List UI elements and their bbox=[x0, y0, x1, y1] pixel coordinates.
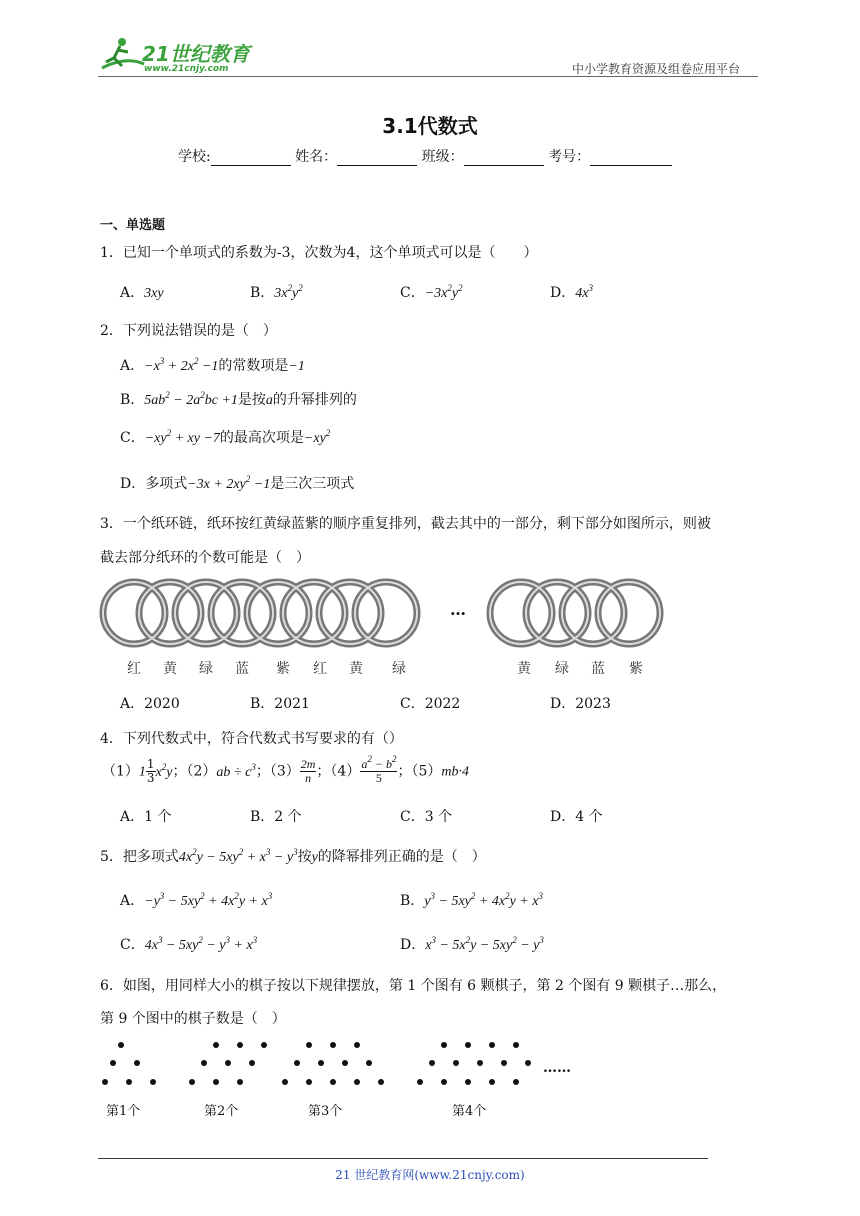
q5-stem: 5．把多项式$4x^2y - 5xy^2 + x^3 - y^3$按y的降幂排列正确的是（ ） bbox=[100, 847, 486, 865]
piece-dot bbox=[513, 1042, 519, 1048]
logo-url: www.21cnjy.com bbox=[144, 64, 229, 74]
q5-option-c: C．$4x^3 - 5xy^2 - y^3 + x^3$ bbox=[120, 935, 258, 953]
piece-dot bbox=[489, 1042, 495, 1048]
q6-stem-line1: 6．如图，用同样大小的棋子按以下规律摆放，第 1 个图有 6 颗棋子，第 2 个图有 9 颗棋子…那么， bbox=[100, 978, 727, 994]
q2-option-a: A．$-x^3 + 2x^2 -1$的常数项是−1 bbox=[120, 356, 305, 374]
q3-option-d: D．2023 bbox=[550, 696, 611, 712]
q2-stem: 2．下列说法错误的是（ ） bbox=[100, 323, 277, 339]
piece-dot bbox=[354, 1079, 360, 1085]
piece-dot bbox=[330, 1042, 336, 1048]
q5-option-a: A．$-y^3 - 5xy^2 + 4x^2y + x^3$ bbox=[120, 891, 273, 909]
q3-stem-line2: 截去部分纸环的个数可能是（ ） bbox=[100, 550, 310, 566]
q4-option-a: A．1 个 bbox=[120, 809, 172, 825]
piece-dot bbox=[354, 1042, 360, 1048]
piece-dot bbox=[342, 1060, 348, 1066]
figure-label-3: 第3个 bbox=[308, 1104, 343, 1119]
figure-label-2: 第2个 bbox=[204, 1104, 239, 1119]
class-label: 班级： bbox=[421, 149, 464, 165]
q1-option-c: C．$-3x^2y^2$ bbox=[400, 283, 463, 301]
piece-dot bbox=[261, 1042, 267, 1048]
ring-label: 绿 bbox=[392, 661, 406, 677]
piece-dot bbox=[417, 1079, 423, 1085]
piece-dot bbox=[134, 1060, 140, 1066]
section-heading: 一、单选题 bbox=[100, 218, 166, 233]
piece-dot bbox=[441, 1079, 447, 1085]
piece-dot bbox=[306, 1042, 312, 1048]
piece-dot bbox=[126, 1079, 132, 1085]
piece-dot bbox=[378, 1079, 384, 1085]
ring-label: 紫 bbox=[629, 661, 643, 677]
piece-dot bbox=[453, 1060, 459, 1066]
ring-label: 紫 bbox=[276, 661, 290, 677]
piece-dot bbox=[150, 1079, 156, 1085]
q1-option-a: A．3xy bbox=[120, 285, 164, 301]
name-label: 姓名： bbox=[295, 149, 338, 165]
q3-stem-line1: 3．一个纸环链，纸环按红黄绿蓝紫的顺序重复排列，截去其中的一部分，剩下部分如图所示，则被 bbox=[100, 516, 711, 532]
footer-divider bbox=[98, 1158, 708, 1159]
ring-label: 绿 bbox=[199, 661, 213, 677]
piece-dot bbox=[441, 1042, 447, 1048]
q4-items: （1）1 $\frac{1}{3}$ $x^2y$；$(2)ab \div c^3$；（3） $\frac{2m}{n}$ ；（4） $\frac{a^2 - b^2}{5}$ ；（5）mb·4 bbox=[102, 754, 469, 786]
ring-label: 黄 bbox=[349, 661, 363, 677]
q3-option-a: A．2020 bbox=[120, 696, 180, 712]
school-label: 学校: bbox=[178, 149, 211, 165]
piece-dot bbox=[201, 1060, 207, 1066]
figure-label-1: 第1个 bbox=[106, 1104, 141, 1119]
exam-no-label: 考号： bbox=[548, 149, 591, 165]
piece-dot bbox=[282, 1079, 288, 1085]
piece-dot bbox=[465, 1079, 471, 1085]
q4-option-d: D．4 个 bbox=[550, 809, 603, 825]
q4-option-c: C．3 个 bbox=[400, 809, 453, 825]
q1-option-d: D．$4x^3$ bbox=[550, 283, 593, 301]
logo-text: 21世纪教育 bbox=[142, 42, 250, 66]
piece-dot bbox=[525, 1060, 531, 1066]
ring-label: 黄 bbox=[163, 661, 177, 677]
piece-dot bbox=[110, 1060, 116, 1066]
piece-dot bbox=[189, 1079, 195, 1085]
piece-dot bbox=[118, 1042, 124, 1048]
piece-dot bbox=[294, 1060, 300, 1066]
doc-title: 3.1代数式 bbox=[382, 114, 478, 138]
piece-dot bbox=[213, 1079, 219, 1085]
q4-option-b: B．2 个 bbox=[250, 809, 302, 825]
q3-option-b: B．2021 bbox=[250, 696, 310, 712]
piece-dot bbox=[225, 1060, 231, 1066]
piece-dot bbox=[330, 1079, 336, 1085]
ring-label: 绿 bbox=[555, 661, 569, 677]
q2-option-b: B．$5ab^2 - 2a^2bc +1$是按a的升幂排列的 bbox=[120, 390, 357, 408]
q2-option-d: D．多项式$-3x + 2xy^2 -1$是三次三项式 bbox=[120, 474, 355, 492]
piece-dot bbox=[513, 1079, 519, 1085]
platform-name: 中小学教育资源及组卷应用平台 bbox=[572, 62, 741, 76]
q6-stem-line2: 第 9 个图中的棋子数是（ ） bbox=[100, 1011, 286, 1027]
footer-link[interactable]: 21 世纪教育网(www.21cnjy.com) bbox=[335, 1168, 525, 1182]
piece-dot bbox=[237, 1042, 243, 1048]
piece-dot bbox=[489, 1079, 495, 1085]
ring-label: 蓝 bbox=[591, 661, 605, 677]
q5-option-d: D．$x^3 - 5x^2y - 5xy^2 - y^3$ bbox=[400, 935, 544, 953]
q1-stem: 1．已知一个单项式的系数为-3，次数为4，这个单项式可以是（ ） bbox=[100, 245, 538, 261]
ring-label: 黄 bbox=[517, 661, 531, 677]
piece-dot bbox=[102, 1079, 108, 1085]
piece-dot bbox=[477, 1060, 483, 1066]
q4-stem: 4．下列代数式中，符合代数式书写要求的有（） bbox=[100, 731, 403, 747]
q5-option-b: B．$y^3 - 5xy^2 + 4x^2y + x^3$ bbox=[400, 891, 543, 909]
piece-dot bbox=[465, 1042, 471, 1048]
ring-label: 红 bbox=[127, 661, 141, 677]
ring-label: 蓝 bbox=[235, 661, 249, 677]
q2-option-c: C．$-xy^2$ + xy −7的最高次项是$-xy^2$ bbox=[120, 428, 331, 446]
dot-ellipsis: …… bbox=[543, 1060, 571, 1076]
piece-dot bbox=[429, 1060, 435, 1066]
piece-dot bbox=[213, 1042, 219, 1048]
figure-label-4: 第4个 bbox=[452, 1104, 487, 1119]
piece-dot bbox=[501, 1060, 507, 1066]
ring-label: 红 bbox=[313, 661, 327, 677]
piece-dot bbox=[249, 1060, 255, 1066]
ring-ellipsis: … bbox=[450, 600, 466, 619]
piece-dot bbox=[237, 1079, 243, 1085]
q3-option-c: C．2022 bbox=[400, 696, 461, 712]
piece-dot bbox=[318, 1060, 324, 1066]
q1-option-b: B．$3x^2y^2$ bbox=[250, 283, 303, 301]
piece-dot bbox=[366, 1060, 372, 1066]
piece-dot bbox=[306, 1079, 312, 1085]
